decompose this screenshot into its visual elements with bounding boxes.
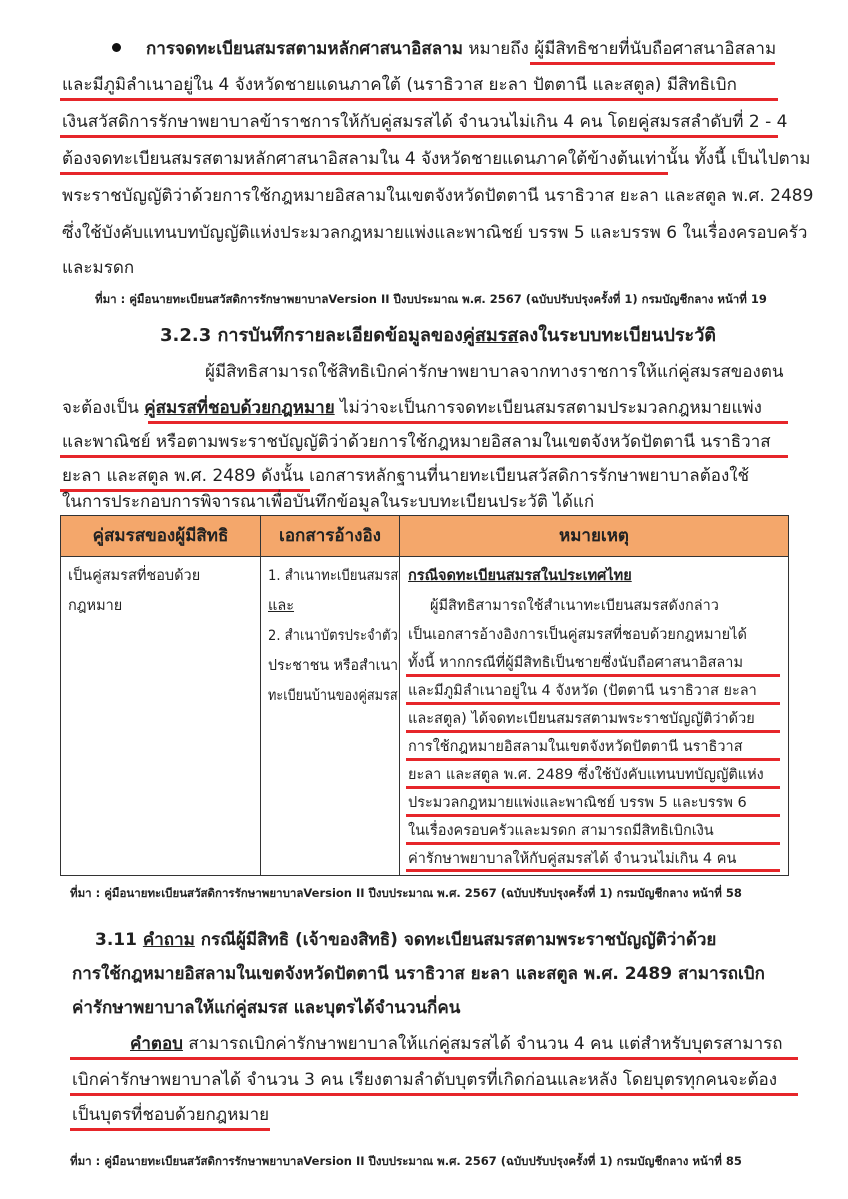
section3-q-number: 3.11	[95, 930, 137, 950]
section2-line2-post: ไม่ว่าจะเป็นการจดทะเบียนสมรสตามประมวลกฎหมายแพ่ง	[340, 398, 762, 418]
bullet-icon	[112, 43, 121, 52]
highlight-underline	[60, 98, 778, 101]
table-col2-line: 1. สำเนาทะเบียนสมรส	[268, 568, 399, 584]
table-col1-line: กฎหมาย	[68, 598, 123, 614]
section1-line7: และมรดก	[62, 258, 135, 278]
highlight-underline	[70, 1057, 798, 1060]
highlight-underline	[60, 455, 788, 458]
section2-heading-pre: 3.2.3 การบันทึกรายละเอียดข้อมูลของ	[160, 325, 463, 346]
section2-line1: ผู้มีสิทธิสามารถใช้สิทธิเบิกค่ารักษาพยาบาลจากทางราชการให้แก่คู่สมรสของตน	[205, 362, 784, 382]
highlight-underline	[60, 172, 668, 175]
table-col1-line: เป็นคู่สมรสที่ชอบด้วย	[68, 568, 201, 584]
table-col3-line: ในเรื่องครอบครัวและมรดก สามารถมีสิทธิเบิกเงิน	[408, 823, 714, 839]
highlight-underline	[406, 842, 780, 845]
section2-line2-pre: จะต้องเป็น	[62, 398, 139, 418]
table-col3-line: และมีภูมิลำเนาอยู่ใน 4 จังหวัด (ปัตตานี นราธิวาส ยะลา	[408, 683, 757, 699]
highlight-underline	[406, 758, 780, 761]
section1-title: การจดทะเบียนสมรสตามหลักศาสนาอิสลาม	[146, 39, 463, 59]
table-col2-line: 2. สำเนาบัตรประจำตัว	[268, 628, 398, 644]
section3-answer-line2: เบิกค่ารักษาพยาบาลได้ จำนวน 3 คน เรียงตามลำดับบุตรที่เกิดก่อนและหลัง โดยบุตรทุกคนจะต้อง	[72, 1070, 778, 1090]
section3-question-line3: ค่ารักษาพยาบาลให้แก่คู่สมรส และบุตรได้จำนวนกี่คน	[72, 998, 461, 1018]
section1-line3: เงินสวัสดิการรักษาพยาบาลข้าราชการให้กับคู่สมรสได้ จำนวนไม่เกิน 4 คน โดยคู่สมรสลำดับที่ 2 - 4	[62, 112, 788, 132]
highlight-underline	[70, 1128, 270, 1131]
section3-a-label: คำตอบ	[130, 1034, 183, 1054]
section1-line1	[146, 38, 776, 60]
source-citation: ที่มา : คู่มือนายทะเบียนสวัสดิการรักษาพยาบาลVersion II ปีงบประมาณ พ.ศ. 2567 (ฉบับปรับปรุงครั้งที่ 1) กรมบัญชีกลาง หน้าที่ 85	[70, 1154, 742, 1168]
section3-q-text: กรณีผู้มีสิทธิ (เจ้าของสิทธิ) จดทะเบียนสมรสตามพระราชบัญญัติว่าด้วย	[200, 930, 717, 950]
table-col2-line: ทะเบียนบ้านของคู่สมรส	[268, 688, 398, 704]
section3-q-label: คำถาม	[142, 930, 195, 950]
section2-line4: ยะลา และสตูล พ.ศ. 2489 ดังนั้น เอกสารหลักฐานที่นายทะเบียนสวัสดิการรักษาพยาบาลต้องใช้	[62, 466, 750, 486]
table-col3-line: ผู้มีสิทธิสามารถใช้สำเนาทะเบียนสมรสดังกล่าว	[430, 598, 719, 614]
section2-line3: และพาณิชย์ หรือตามพระราชบัญญัติว่าด้วยการใช้กฎหมายอิสลามในเขตจังหวัดปัตตานี นราธิวาส	[62, 432, 771, 452]
table-col2-line: ประชาชน หรือสำเนา	[268, 658, 399, 674]
section2-heading-underlined: คู่สมรส	[462, 325, 519, 346]
table-col3-line: ประมวลกฎหมายแพ่งและพาณิชย์ บรรพ 5 และบรรพ 6	[408, 795, 747, 811]
table-col3-title: กรณีจดทะเบียนสมรสในประเทศไทย	[408, 568, 632, 584]
table-col3-line: ทั้งนี้ หากกรณีที่ผู้มีสิทธิเป็นชายซึ่งนับถือศาสนาอิสลาม	[408, 655, 744, 671]
source-citation: ที่มา : คู่มือนายทะเบียนสวัสดิการรักษาพยาบาลVersion II ปีงบประมาณ พ.ศ. 2567 (ฉบับปรับปรุงครั้งที่ 1) กรมบัญชีกลาง หน้าที่ 19	[95, 292, 767, 306]
table-col3-line: การใช้กฎหมายอิสลามในเขตจังหวัดปัตตานี นราธิวาส	[408, 739, 743, 755]
section3-a-text: สามารถเบิกค่ารักษาพยาบาลให้แก่คู่สมรสได้ จำนวน 4 คน แต่สำหรับบุตรสามารถ	[188, 1034, 783, 1054]
section2-heading-post: ลงในระบบทะเบียนประวัติ	[518, 325, 716, 346]
highlight-underline	[406, 786, 780, 789]
highlight-underline	[60, 135, 778, 138]
section2-line5: ในการประกอบการพิจารณาเพื่อบันทึกข้อมูลในระบบทะเบียนประวัติ ได้แก่	[62, 492, 595, 512]
table-col3-line: และสตูล) ได้จดทะเบียนสมรสตามพระราชบัญญัติว่าด้วย	[408, 711, 755, 727]
highlight-underline	[406, 814, 780, 817]
table-header-documents: เอกสารอ้างอิง	[260, 515, 400, 557]
table-header-spouse: คู่สมรสของผู้มีสิทธิ	[60, 515, 261, 557]
section3-answer-line1	[130, 1033, 783, 1055]
highlight-underline	[406, 730, 780, 733]
section3-question-line1	[95, 929, 716, 951]
section1-line2: และมีภูมิลำเนาอยู่ใน 4 จังหวัดชายแดนภาคใต้ (นราธิวาส ยะลา ปัตตานี และสตูล) มีสิทธิเบิก	[62, 75, 737, 95]
table-col3-line: เป็นเอกสารอ้างอิงการเป็นคู่สมรสที่ชอบด้วยกฎหมายได้	[408, 627, 747, 643]
section2-heading	[160, 324, 716, 348]
highlight-underline	[530, 62, 775, 65]
highlight-underline	[406, 702, 780, 705]
section3-answer-line3: เป็นบุตรที่ชอบด้วยกฎหมาย	[72, 1105, 270, 1125]
section1-line1-rest: หมายถึง ผู้มีสิทธิชายที่นับถือศาสนาอิสลาม	[468, 39, 777, 59]
table-col3-line: ค่ารักษาพยาบาลให้กับคู่สมรสได้ จำนวนไม่เกิน 4 คน	[408, 851, 737, 867]
section1-line4: ต้องจดทะเบียนสมรสตามหลักศาสนาอิสลามใน 4 จังหวัดชายแดนภาคใต้ข้างต้นเท่านั้น ทั้งนี้ เป็นไปตาม	[62, 149, 811, 169]
section3-question-line2: การใช้กฎหมายอิสลามในเขตจังหวัดปัตตานี นราธิวาส ยะลา และสตูล พ.ศ. 2489 สามารถเบิก	[72, 964, 765, 984]
section1-line6: ซึ่งใช้บังคับแทนบทบัญญัติแห่งประมวลกฎหมายแพ่งและพาณิชย์ บรรพ 5 และบรรพ 6 ในเรื่องครอบครัว	[62, 223, 808, 243]
source-citation: ที่มา : คู่มือนายทะเบียนสวัสดิการรักษาพยาบาลVersion II ปีงบประมาณ พ.ศ. 2567 (ฉบับปรับปรุงครั้งที่ 1) กรมบัญชีกลาง หน้าที่ 58	[70, 886, 742, 900]
table-col2-line: และ	[268, 598, 295, 614]
section2-legal-spouse: คู่สมรสที่ชอบด้วยกฎหมาย	[144, 398, 335, 418]
section1-line5: พระราชบัญญัติว่าด้วยการใช้กฎหมายอิสลามในเขตจังหวัดปัตตานี นราธิวาส ยะลา และสตูล พ.ศ. 2489	[62, 186, 814, 206]
table-header-remarks: หมายเหตุ	[399, 515, 789, 557]
highlight-underline	[406, 869, 780, 872]
section2-line2	[62, 397, 762, 419]
highlight-underline	[406, 674, 780, 677]
highlight-underline	[148, 421, 788, 424]
table-col3-line: ยะลา และสตูล พ.ศ. 2489 ซึ่งใช้บังคับแทนบทบัญญัติแห่ง	[408, 767, 764, 783]
highlight-underline	[70, 1093, 798, 1096]
